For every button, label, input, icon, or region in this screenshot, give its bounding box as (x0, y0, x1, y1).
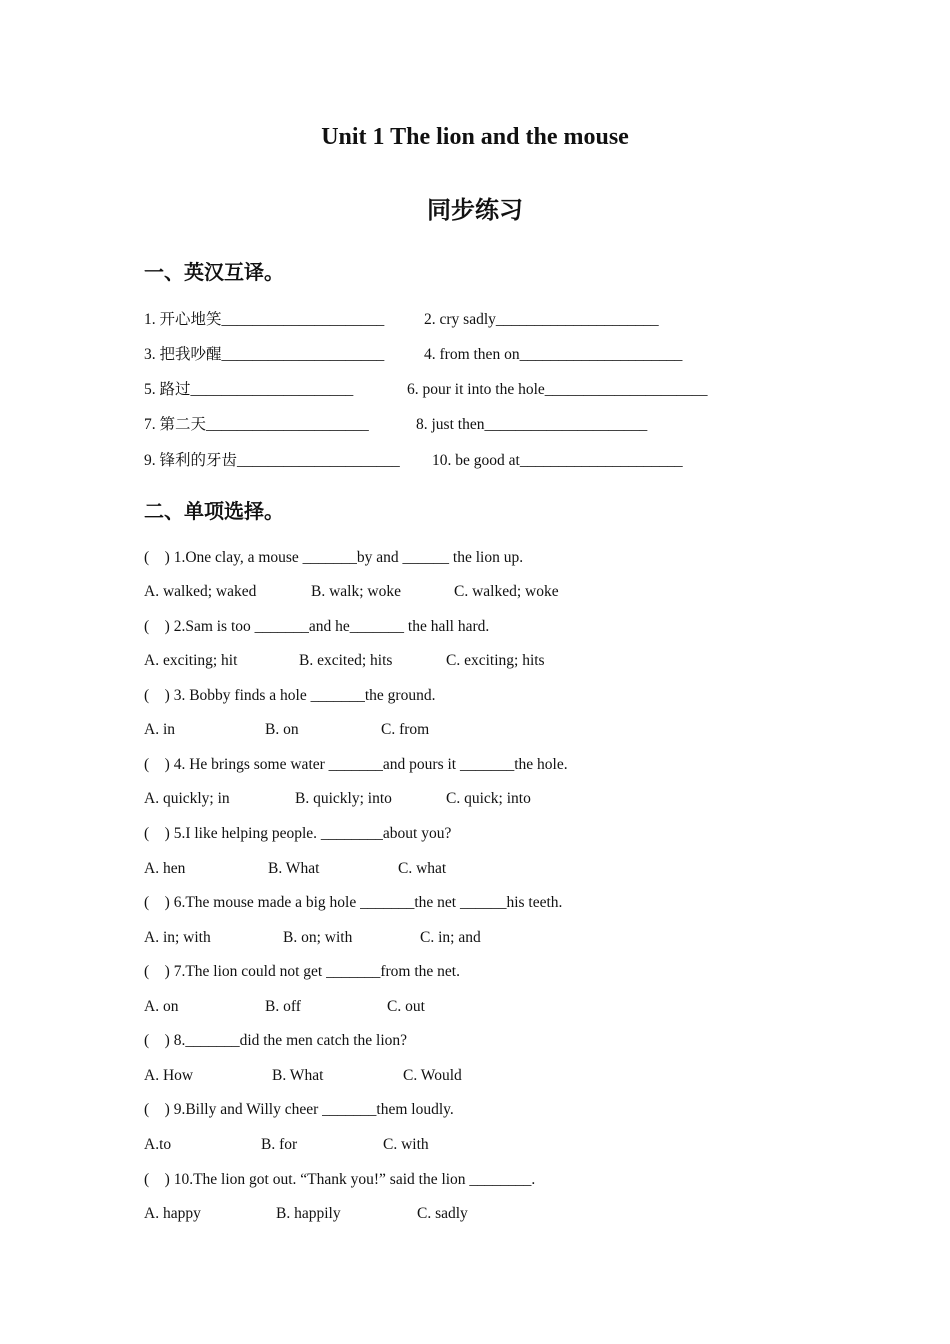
option-a: A. How (144, 1067, 194, 1084)
option-a: A. in (144, 721, 175, 738)
question-2: ( ) 2.Sam is too _______and he_______ the hall hard. (144, 618, 490, 635)
option-b: B. happily (276, 1205, 341, 1222)
option-c: C. quick; into (446, 790, 531, 807)
page-title: Unit 1 The lion and the mouse (321, 124, 629, 150)
option-c: C. exciting; hits (446, 652, 545, 669)
translation-item: 4. from then on_____________________ (424, 346, 683, 363)
question-6: ( ) 6.The mouse made a big hole _______the net ______his teeth. (144, 894, 563, 911)
option-b: B. What (268, 860, 320, 877)
option-a: A. in; with (144, 929, 211, 946)
option-b: B. quickly; into (295, 790, 392, 807)
page-subtitle: 同步练习 (427, 195, 523, 224)
option-a: A.to (144, 1136, 172, 1153)
option-a: A. on (144, 998, 179, 1015)
option-c: C. out (387, 998, 425, 1015)
question-4: ( ) 4. He brings some water _______and pours it _______the hole. (144, 756, 568, 773)
option-b: B. walk; woke (311, 583, 401, 600)
question-7: ( ) 7.The lion could not get _______from the net. (144, 963, 460, 980)
section-2-heading: 二、单项选择。 (144, 499, 284, 523)
option-b: B. excited; hits (299, 652, 393, 669)
question-5: ( ) 5.I like helping people. ________about you? (144, 825, 452, 842)
section-1-heading: 一、英汉互译。 (144, 260, 284, 284)
option-b: B. for (261, 1136, 298, 1153)
question-3: ( ) 3. Bobby finds a hole _______the ground. (144, 687, 436, 704)
question-1: ( ) 1.One clay, a mouse _______by and ______ the lion up. (144, 549, 524, 566)
question-10: ( ) 10.The lion got out. “Thank you!” said the lion ________. (144, 1171, 536, 1188)
option-b: B. What (272, 1067, 324, 1084)
translation-item: 1. 开心地笑_____________________ (144, 311, 385, 328)
option-c: C. from (381, 721, 430, 738)
option-c: C. in; and (420, 929, 481, 946)
option-c: C. what (398, 860, 447, 877)
translation-item: 8. just then_____________________ (416, 416, 648, 433)
option-c: C. with (383, 1136, 429, 1153)
option-c: C. sadly (417, 1205, 468, 1222)
options-10 (144, 1204, 468, 1284)
option-c: C. Would (403, 1067, 462, 1084)
option-a: A. hen (144, 860, 186, 877)
translation-item: 3. 把我吵醒_____________________ (144, 346, 385, 363)
option-c: C. walked; woke (454, 583, 559, 600)
translation-item: 2. cry sadly_____________________ (424, 311, 659, 328)
option-b: B. on (265, 721, 299, 738)
option-a: A. happy (144, 1205, 201, 1222)
translation-item: 9. 锋利的牙齿_____________________ (144, 452, 400, 469)
question-9: ( ) 9.Billy and Willy cheer _______them loudly. (144, 1101, 454, 1118)
option-a: A. walked; waked (144, 583, 257, 600)
option-b: B. off (265, 998, 301, 1015)
option-a: A. exciting; hit (144, 652, 238, 669)
translation-item: 7. 第二天_____________________ (144, 416, 369, 433)
translation-item: 10. be good at_____________________ (432, 452, 683, 469)
option-a: A. quickly; in (144, 790, 230, 807)
translation-item: 5. 路过_____________________ (144, 381, 354, 398)
translation-item: 6. pour it into the hole_____________________ (407, 381, 708, 398)
question-8: ( ) 8._______did the men catch the lion? (144, 1032, 408, 1049)
option-b: B. on; with (283, 929, 353, 946)
